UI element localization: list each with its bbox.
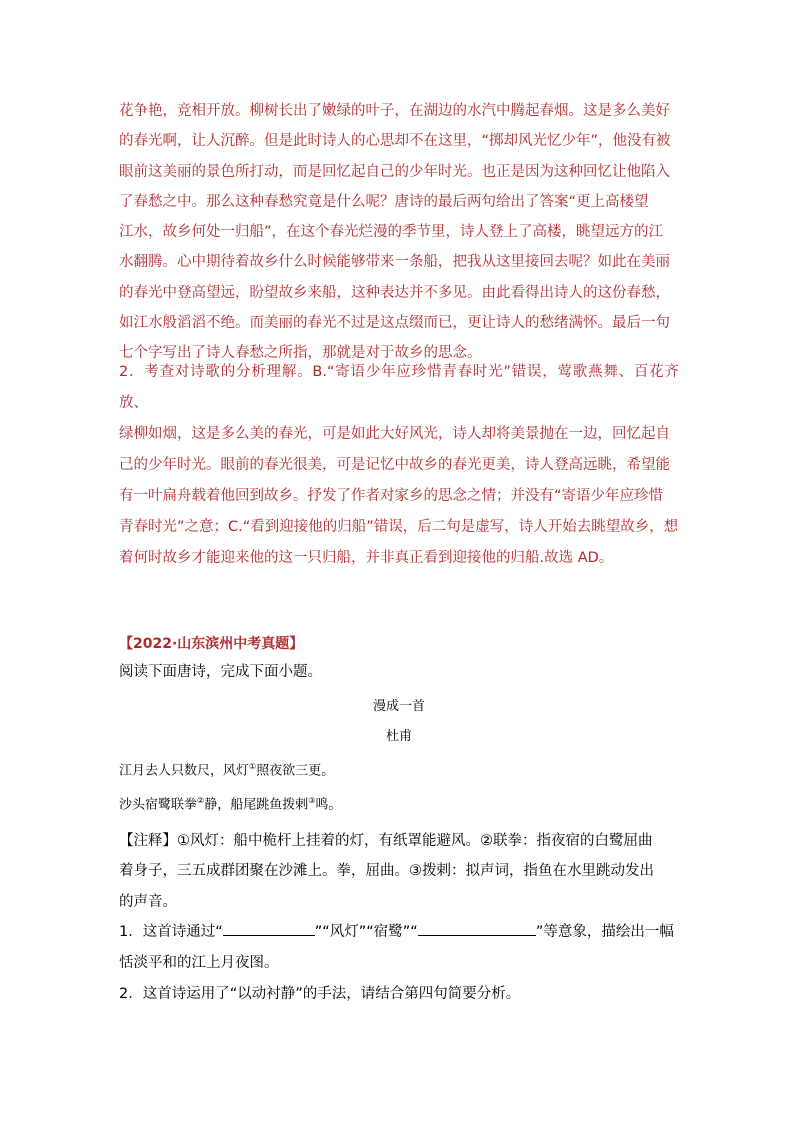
instruction-text: 阅读下面唐诗，完成下面小题。 [119, 664, 322, 680]
answer-blank-1[interactable] [223, 921, 315, 936]
answer-line: 青春时光”之意；C.“看到迎接他的归船”错误，后二句是虚写，诗人开始去眺望故乡，想 [119, 519, 679, 535]
answer-q1-explanation [119, 96, 679, 369]
answer-line: 七个字写出了诗人春愁之所指，那就是对于故乡的思念。 [119, 345, 482, 362]
poem-text: 江月去人只数尺，风灯 [119, 763, 250, 779]
exam-question-section [119, 632, 679, 1010]
note-line: 的声音。 [119, 893, 177, 910]
answer-line: 眼前这美丽的景色所打动，而是回忆起自己的少年时光。也正是因为这种回忆让他陷入 [119, 163, 670, 180]
answer-line: 的春光啊，让人沉醉。但是此时诗人的心思却不在这里，“掷却风光忆少年”，他没有被 [119, 133, 671, 150]
answer-line: 绿柳如烟，这是多么美的春光，可是如此大好风光，诗人却将美景抛在一边，回忆起自 [119, 426, 670, 442]
answer-line: 花争艳，竞相开放。柳树长出了嫩绿的叶子，在湖边的水汽中腾起春烟。这是多么美好 [119, 103, 670, 119]
footnote-marker: ③ [308, 796, 316, 806]
question-1-cont: 恬淡平和的江上月夜图。 [119, 955, 279, 972]
question-1 [119, 917, 679, 948]
answer-line: 有一叶扁舟载着他回到故乡。抒发了作者对家乡的思念之情；并没有“寄语少年应珍惜 [119, 488, 664, 504]
note-line: 着身子，三五成群团聚在沙滩上。拳，屈曲。③拨剌：拟声词，指鱼在水里跳动发出 [119, 863, 654, 880]
poem-text: 鸣。 [315, 797, 342, 813]
question-text: ”“风灯”“宿鹭”“ [314, 924, 418, 941]
note-line: 【注释】①风灯：船中桅杆上挂着的灯，有纸罩能避风。②联拳：指夜宿的白鹭屈曲 [119, 832, 653, 849]
poem-text: 沙头宿鹭联拳 [119, 797, 198, 813]
question-text: ”等意象，描绘出一幅 [535, 924, 674, 941]
poem-text: 照夜欲三更。 [256, 763, 335, 779]
answer-line: 着何时故乡才能迎来他的这一只归船，并非真正看到迎接他的归船.故选 AD。 [119, 550, 614, 566]
question-text: 1．这首诗通过“ [119, 924, 223, 941]
poem-author: 杜甫 [385, 729, 412, 744]
answer-line: 江水，故乡何处一归船”，在这个春光烂漫的季节里，诗人登上了高楼，眺望远方的江 [119, 224, 664, 241]
answer-line: 水翻腾。心中期待着故乡什么时候能够带来一条船，把我从这里接回去呢？如此在美丽 [119, 254, 670, 271]
question-2: 2．这首诗运用了“以动衬静”的手法，请结合第四句简要分析。 [119, 986, 521, 1003]
poem-line-2 [119, 791, 679, 815]
footnote-marker: ② [197, 796, 205, 806]
poem-line-1 [119, 757, 679, 781]
annotation-notes [119, 826, 679, 918]
answer-line: 的春光中登高望远，盼望故乡来船，这种表达并不多见。由此看得出诗人的这份春愁， [119, 284, 670, 301]
answer-line: 2．考查对诗歌的分析理解。B.“寄语少年应珍惜青春时光”错误，莺歌燕舞、百花齐放、 [119, 364, 679, 411]
poem-title: 漫成一首 [372, 699, 425, 714]
footnote-marker: ① [249, 762, 257, 771]
poem-text: 静，船尾跳鱼拨剌 [204, 797, 309, 813]
answer-blank-2[interactable] [418, 921, 536, 936]
answer-q2-explanation [119, 357, 679, 574]
answer-line: 如江水般滔滔不绝。而美丽的春光不过是这点缀而已，更让诗人的愁绪满怀。最后一句 [119, 315, 670, 332]
section-header: 【2022·山东滨州中考真题】 [119, 636, 304, 652]
answer-line: 了春愁之中。那么这种春愁究竟是什么呢？唐诗的最后两句给出了答案“更上高楼望 [119, 193, 649, 210]
answer-line: 己的少年时光。眼前的春光很美，可是记忆中故乡的春光更美，诗人登高远眺，希望能 [119, 457, 670, 473]
